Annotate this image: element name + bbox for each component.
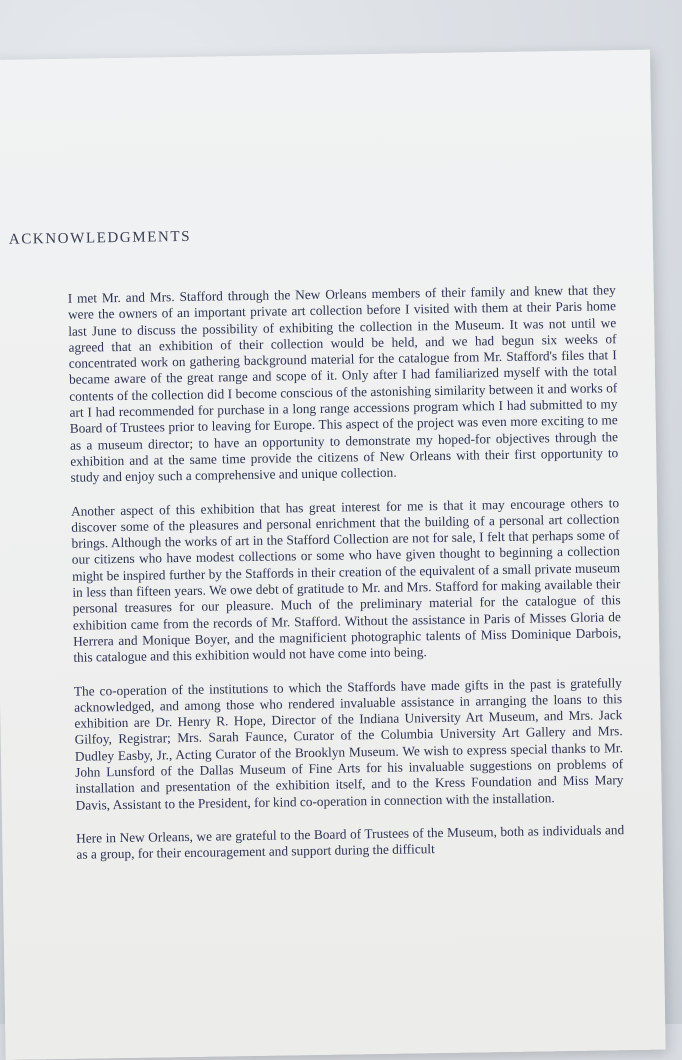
document-body — [68, 282, 625, 880]
paragraph: The co-operation of the institutions to which the Staffords have made gifts in the past is gratefully acknowledged, and among those who rendered invaluable assistance in arranging the loans to this exhibition are Dr. Henry R. Hope, Director of the Indiana University Art Museum, and Mrs. Jack Gilfoy, Registrar; Mrs. Sarah Faunce, Curator of the Columbia University Art Gallery and Mrs. Dudley Easby, Jr., Acting Curator of the Brooklyn Museum. We wish to express special thanks to Mr. John Lunsford of the Dallas Museum of Fine Arts for his invaluable suggestions on problems of installation and presentation of the exhibition itself, and to the Kress Foundation and Miss Mary Davis, Assistant to the President, for kind co-operation in connection with the installation. — [73, 674, 624, 813]
paragraph: I met Mr. and Mrs. Stafford through the New Orleans members of their family and knew that they were the owners of an important private art collection before I visited with them at their Paris home last June to discuss the possibility of exhibiting the collection in the Museum. It was not until we agreed that an exhibition of their collection would be held, and we had begun six weeks of concentrated work on gathering background material for the catalogue from Mr. Stafford's files that I became aware of the great range and scope of it. Only after I had familiarized myself with the total contents of the collection did I become conscious of the astonishing similarity between it and works of art I had recommended for purchase in a long range accessions program which I had submitted to my Board of Trustees prior to leaving for Europe. This aspect of the project was even more exciting to me as a museum director; to have an opportunity to demonstrate my hoped-for objectives through the exhibition and at the same time provide the citizens of New Orleans with their first opportunity to study and enjoy such a comprehensive and unique collection. — [67, 282, 619, 486]
page-heading: ACKNOWLEDGMENTS — [8, 228, 192, 248]
paragraph: Here in New Orleans, we are grateful to the Board of Trustees of the Museum, both as individuals and as a group, for their encouragement and support during the difficult — [76, 822, 625, 862]
paragraph: Another aspect of this exhibition that has great interest for me is that it may encourage others to discover some of the pleasures and personal enrichment that the building of a personal art collection brings. Although the works of art in the Stafford Collection are not for sale, I felt that perhaps some of our citizens who have modest collections or some who have given thought to beginning a collection might be inspired further by the Staffords in their creation of the equivalent of a small private museum in less than fifteen years. We owe debt of gratitude to Mr. and Mrs. Stafford for making available their personal treasures for our pleasure. Much of the preliminary material for the catalogue of this exhibition came from the records of Mr. Stafford. Without the assistance in Paris of Misses Gloria de Herrera and Monique Boyer, and the magnificient photographic talents of Miss Dominique Darbois, this catalogue and this exhibition would not have come into being. — [70, 494, 622, 665]
document-page — [0, 50, 666, 1060]
